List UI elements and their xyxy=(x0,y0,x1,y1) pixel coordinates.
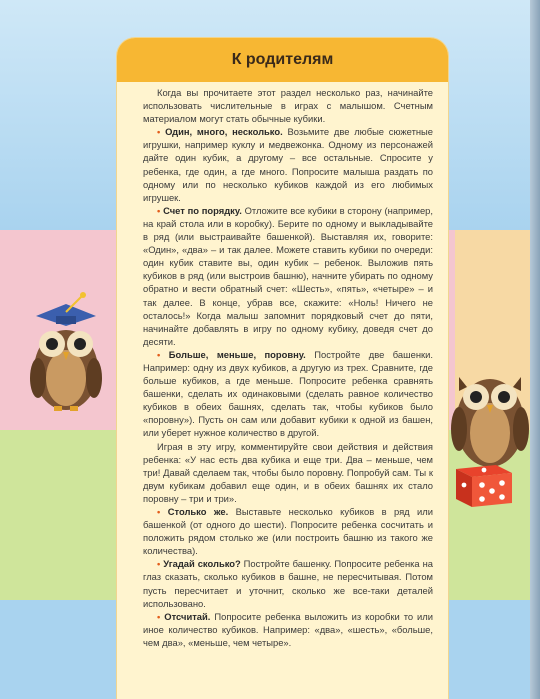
section-heading: Один, много, несколько. xyxy=(165,126,283,138)
panel-header xyxy=(117,38,448,82)
section-heading: Больше, меньше, поровну. xyxy=(168,348,306,360)
section-comment: Играя в эту игру, комментируйте свои действия и действия ребенка: «У нас есть два кубика и еще три. Два – меньше, чем три! Давай сделаем так, чтобы было поровну. Попробуй сам. Ты к двум кубикам добавил еще один, и в обеих башнях их стало поровну – три и три». xyxy=(143,440,433,504)
bullet-icon: • xyxy=(157,558,161,570)
bullet-icon: • xyxy=(157,610,161,622)
bullet-icon: • xyxy=(157,506,161,517)
section-heading: Отсчитай. xyxy=(164,610,211,622)
section-guess xyxy=(143,557,433,609)
owl-graduate-icon xyxy=(22,290,110,415)
section-text: Постройте башенку. Попросите ребенка на глаз сказать, сколько кубиков в башне, не пересчитывая. Потом пусть пересчитает и уточнит, сколько же все-таки деталей использовано. xyxy=(143,558,433,609)
section-heading: Столько же. xyxy=(167,506,229,517)
section-heading: Счет по порядку. xyxy=(163,204,242,216)
page-spine xyxy=(530,0,540,699)
section-count xyxy=(143,204,433,348)
intro-paragraph: Когда вы прочитаете этот раздел несколько раз, начинайте использовать числительные в играх с малышом. Счетным материалом могут стать обычные кубики. xyxy=(143,87,433,125)
bullet-icon: • xyxy=(157,348,161,360)
section-text: Попросите ребенка выложить из коробки то или иное количество кубиков. Например: «два», «шесть», «больше, чем два», «меньше, чем четыре». xyxy=(143,610,434,648)
dice-icon xyxy=(450,455,520,510)
section-text: Выставьте несколько кубиков в ряд или башенкой (от одного до шести). Попросите ребенка сосчитать и положить рядом столько же (или построить башню из такого же количества). xyxy=(143,506,433,557)
section-same xyxy=(143,505,433,557)
section-text: Возьмите две любые сюжетные игрушки, например куклу и медвежонка. Одному из персонажей дайте один кубик, а другому – все остальные. Спросите у ребенка, где один, а где много. Попросите малыша раздать по одному или по несколько кубиков каждой из его любимых игрушек. xyxy=(143,126,433,203)
section-countout xyxy=(143,610,433,649)
page-title: К родителям xyxy=(231,51,334,68)
section-one xyxy=(143,125,433,204)
section-text: Отложите все кубики в сторону (например, на край стола или в коробку). Берите по одному и выкладывайте в ряд (или выстраивайте башенкой). Выставляя их, говорите: «Один», «два» – и так далее. Можете ставить кубики по очереди: один кубик ставите вы, один кубик – ребенок. Выложив пять кубиков в ряд (или выстроив башню), начните убирать по одному обратно и вести обратный счет: «Шесть», «пять», «четыре» – и так далее. В конце, убрав все, скажите: «Ноль! Ничего не осталось!» Когда малыш запомнит порядковый счет до пяти, начинайте добавлять в игру по одному кубику, доведя счет до десяти. xyxy=(143,204,433,347)
article-body xyxy=(143,86,433,649)
bullet-icon: • xyxy=(157,204,161,216)
section-text: Постройте две башенки. Например: одну из двух кубиков, а другую из трех. Сравните, где больше кубиков, а где меньше. Попросите ребенка сравнять башенки, сделать их одинаковыми (сделать равное количество кубиков в обеих башнях, сделать так, чтобы кубиков было «поровну»). Пусть он сам или добавит кубики к одной из башен, или уберет нужное количество в другой. xyxy=(143,348,434,439)
section-heading: Угадай сколько? xyxy=(163,558,241,570)
bullet-icon: • xyxy=(157,126,161,138)
section-compare xyxy=(143,348,433,440)
